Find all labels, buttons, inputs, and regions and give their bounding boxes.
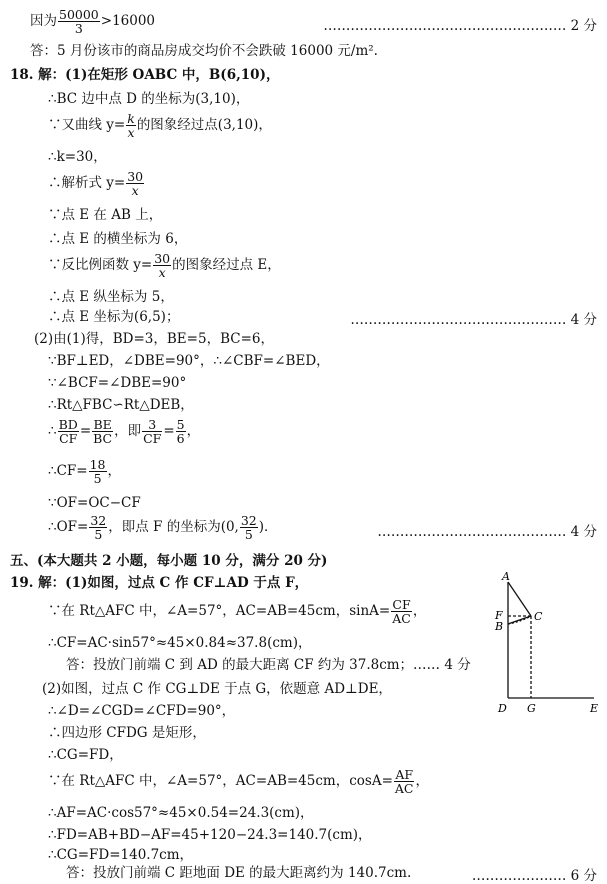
fraction [240, 514, 258, 541]
score-2: ……………………………………………… 2 分 [323, 18, 597, 34]
denominator: AC [394, 781, 414, 796]
text: ∵又曲线 y= [48, 117, 126, 133]
line-7 [48, 170, 145, 197]
numerator: AF [395, 767, 414, 782]
fraction [142, 418, 162, 445]
numerator: 32 [90, 513, 107, 528]
fraction [89, 458, 107, 485]
fraction [153, 252, 171, 279]
section-5-header: 五、(本大题共 2 小题，每小题 10 分，满分 20 分) [10, 553, 328, 569]
text: ∵在 Rt△AFC 中，∠A=57°，AC=AB=45cm，cosA= [48, 773, 393, 789]
numerator: k [127, 111, 135, 126]
denominator: 5 [244, 527, 253, 542]
text: ，即点 F 的坐标为(0, [108, 519, 239, 535]
denominator: BC [93, 431, 113, 446]
label-b: B [495, 620, 504, 633]
text: ， [186, 423, 201, 439]
line-30 [48, 768, 429, 795]
line-5 [48, 112, 272, 139]
numerator: 32 [240, 513, 257, 528]
label-e: E [590, 702, 599, 715]
line-29: ∴CG=FD， [48, 747, 123, 763]
text: ， [415, 773, 429, 789]
fraction [176, 418, 186, 445]
line-19: ∵OF=OC−CF [48, 495, 141, 511]
line-15: ∵∠BCF=∠DBE=90° [48, 375, 187, 391]
line-26: (2)如图，过点 C 作 CG⊥DE 于点 G，依题意 AD⊥DE， [42, 681, 392, 697]
text: = [163, 423, 175, 439]
fraction [58, 8, 100, 35]
fraction [58, 418, 79, 445]
line-18 [48, 458, 121, 485]
text: ， [107, 463, 122, 479]
line-14: ∵BF⊥ED，∠DBE=90°，∴∠CBF=∠BED， [48, 353, 330, 369]
denominator: x [131, 183, 139, 198]
text: 因为 [30, 13, 57, 29]
fraction [89, 514, 107, 541]
text: ， [412, 603, 427, 619]
question-18-header: 18. 解：(1)在矩形 OABC 中，B(6,10)， [10, 67, 280, 83]
label-f: F [495, 609, 503, 622]
fraction [126, 170, 144, 197]
fraction [126, 112, 136, 139]
numerator: 50000 [59, 7, 99, 22]
numerator: 30 [127, 169, 144, 184]
line-28: ∴四边形 CFDG 是矩形， [48, 725, 206, 741]
line-16: ∴Rt△FBC∽Rt△DEB， [48, 397, 194, 413]
text: ∴CF= [48, 463, 88, 479]
denominator: CF [143, 431, 162, 446]
line-31: ∴AF=AC·cos57°≈45×0.54=24.3(cm)， [48, 805, 314, 821]
denominator: x [158, 265, 166, 280]
score-4: ………………………………………… 4 分 [350, 312, 597, 328]
text: 的图象经过点(3,10)， [136, 117, 272, 133]
line-8: ∵点 E 在 AB 上， [48, 207, 163, 223]
line-20 [48, 514, 278, 541]
text: ∴解析式 y= [48, 175, 126, 191]
text: 的图象经过点 E， [172, 257, 281, 273]
line-17 [48, 418, 200, 445]
text: ，即 [114, 423, 142, 439]
line-25: 答：投放门前端 C 到 AD 的最大距离 CF 约为 37.8cm；…… 4 分 [66, 657, 471, 673]
denominator: 6 [176, 431, 185, 446]
line-12: ∴点 E 坐标为(6,5)； [48, 309, 180, 325]
text: >16000 [100, 13, 156, 29]
numerator: 5 [176, 417, 185, 432]
label-c: C [534, 610, 543, 623]
denominator: AC [392, 611, 411, 626]
fraction [391, 598, 412, 625]
text: ∴OF= [48, 519, 89, 535]
denominator: 5 [93, 471, 102, 486]
denominator: CF [59, 431, 78, 446]
line-1 [30, 8, 155, 35]
line-34: 答：投放门前端 C 距地面 DE 的最大距离约为 140.7cm. [66, 865, 412, 881]
line-6: ∴k=30， [48, 149, 107, 165]
line-4: ∴BC 边中点 D 的坐标为(3,10)， [48, 91, 250, 107]
numerator: 18 [89, 457, 106, 472]
text: ∵在 Rt△AFC 中，∠A=57°，AC=AB=45cm，sinA= [48, 603, 391, 619]
line-27: ∴∠D=∠CGD=∠CFD=90°， [48, 703, 236, 719]
line-13: (2)由(1)得，BD=3，BE=5，BC=6， [34, 331, 274, 347]
line-32: ∴FD=AB+BD−AF=45+120−24.3=140.7(cm)， [48, 827, 372, 843]
numerator: 3 [142, 418, 162, 432]
numerator: BE [93, 417, 112, 432]
numerator: BD [58, 417, 78, 432]
line-11: ∴点 E 纵坐标为 5， [48, 289, 174, 305]
text: ∵反比例函数 y= [48, 257, 153, 273]
geometry-figure [490, 570, 602, 715]
line-ac [508, 582, 531, 616]
fraction [92, 418, 113, 445]
line-10 [48, 252, 281, 279]
label-d: D [498, 702, 507, 715]
score-6: ………………… 6 分 [471, 868, 597, 884]
numerator: CF [392, 597, 411, 612]
question-19-header: 19. 解：(1)如图，过点 C 作 CF⊥AD 于点 F， [10, 575, 309, 591]
label-g: G [527, 702, 536, 715]
line-24: ∴CF=AC·sin57°≈45×0.84≈37.8(cm)， [48, 635, 312, 651]
text: = [79, 423, 92, 439]
label-a: A [502, 570, 510, 583]
denominator: 5 [94, 527, 103, 542]
score-4b: …………………………………… 4 分 [377, 524, 597, 540]
denominator: x [127, 125, 135, 140]
therefore: ∴ [48, 423, 57, 439]
denominator: 3 [74, 21, 83, 36]
numerator: 30 [154, 251, 171, 266]
line-23 [48, 598, 426, 625]
fraction [394, 768, 415, 795]
line-9: ∴点 E 的横坐标为 6， [48, 231, 188, 247]
line-33: ∴CG=FD=140.7cm， [48, 847, 194, 863]
text: )． [258, 519, 278, 535]
line-2: 答：5 月份该市的商品房成交均价不会跌破 16000 元/m². [30, 43, 378, 59]
